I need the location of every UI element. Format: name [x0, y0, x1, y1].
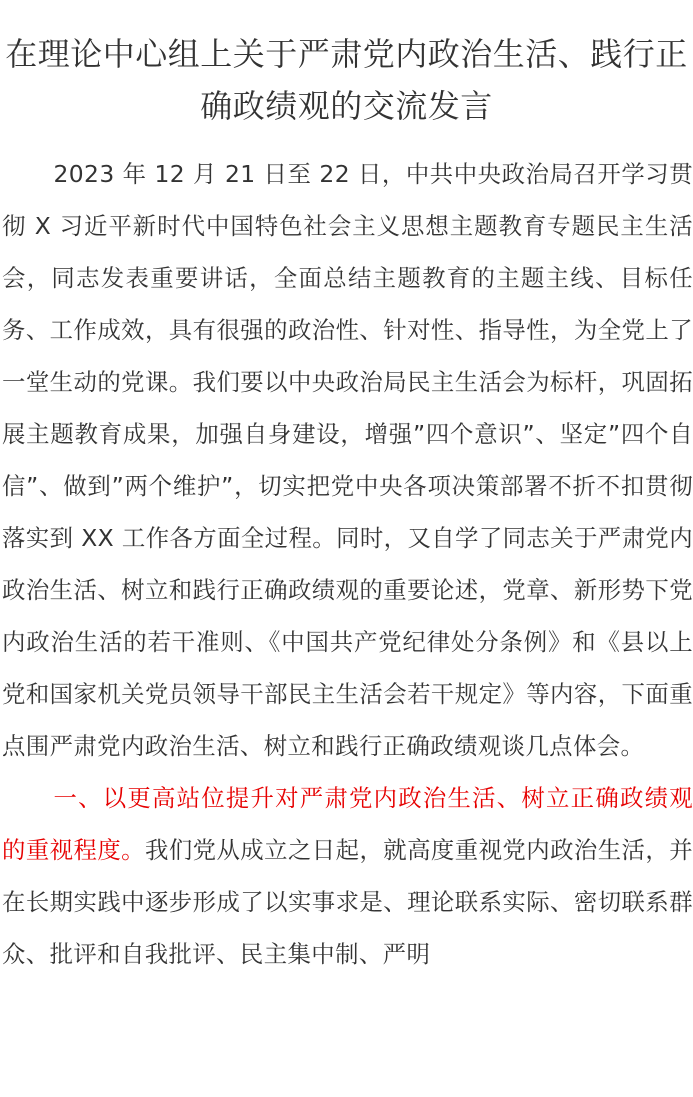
document-body [0, 132, 693, 980]
paragraph-intro-text: 2023 年 12 月 21 日至 22 日，中共中央政治局召开学习贯彻 X 习近平新时代中国特色社会主义思想主题教育专题民主生活会，同志发表重要讲话，全面总结主题教育的主题主线、目标任务、工作成效，具有很强的政治性、针对性、指导性，为全党上了一堂生动的党课。我们要以中央政治局民主生活会为标杆，巩固拓展主题教育成果，加强自身建设，增强”四个意识”、坚定”四个自信”、做到”两个维护”，切实把党中央各项决策部署不折不扣贯彻落实到 XX 工作各方面全过程。同时，又自学了同志关于严肃党内政治生活、树立和践行正确政绩观的重要论述，党章、新形势下党内政治生活的若干准则、《中国共产党纪律处分条例》和《县以上党和国家机关党员领导干部民主生活会若干规定》等内容，下面重点围严肃党内政治生活、树立和践行正确政绩观谈几点体会。 [2, 160, 693, 760]
section-one-heading: 一、以更高站位提升对严肃党内政治生活、树立正确政绩观的重视程度。 [2, 784, 693, 864]
paragraph-intro [2, 148, 693, 772]
paragraph-section-one [2, 772, 693, 980]
document-title: 在理论中心组上关于严肃党内政治生活、践行正确政绩观的交流发言 [5, 35, 688, 125]
section-one-text: 我们党从成立之日起，就高度重视党内政治生活，并在长期实践中逐步形成了以实事求是、理论联系实际、密切联系群众、批评和自我批评、民主集中制、严明 [2, 836, 693, 968]
